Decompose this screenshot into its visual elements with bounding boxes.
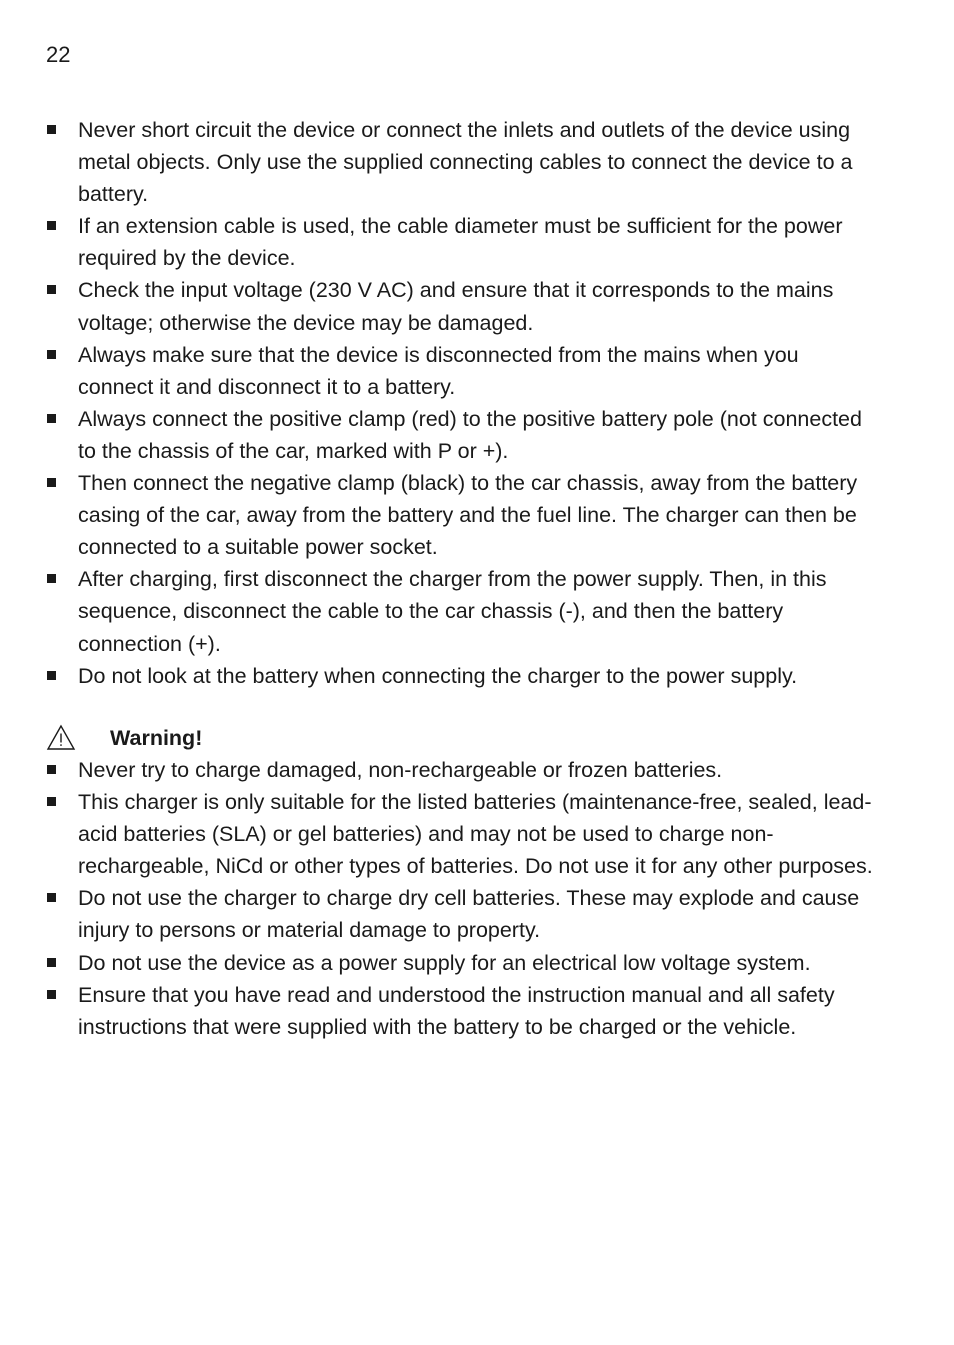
list-item — [46, 210, 876, 274]
square-bullet-icon — [47, 797, 56, 806]
list-item-text: Do not use the charger to charge dry cell batteries. These may explode and cause injury to persons or material damage to property. — [78, 886, 860, 943]
list-item — [46, 979, 876, 1043]
warning-triangle-icon — [46, 724, 78, 752]
list-item — [46, 339, 876, 403]
list-item — [46, 563, 876, 659]
list-item-text: Then connect the negative clamp (black) to the car chassis, away from the battery casing of the car, away from the battery and the fuel line. The charger can then be connected to a suitable power socket. — [78, 471, 858, 560]
list-item — [46, 882, 876, 946]
safety-instructions-list — [46, 114, 876, 692]
square-bullet-icon — [47, 990, 56, 999]
square-bullet-icon — [47, 285, 56, 294]
square-bullet-icon — [47, 350, 56, 359]
list-item-text: Always connect the positive clamp (red) to the positive battery pole (not connected to the chassis of the car, marked with P or +). — [78, 406, 862, 463]
list-item-text: Do not look at the battery when connecting the charger to the power supply. — [78, 663, 798, 688]
list-item — [46, 274, 876, 338]
square-bullet-icon — [47, 958, 56, 967]
list-item-text: Always make sure that the device is disconnected from the mains when you connect it and disconnect it to a battery. — [78, 342, 799, 399]
list-item-text: Never short circuit the device or connect the inlets and outlets of the device using metal objects. Only use the supplied connecting cables to connect the device to a battery. — [78, 118, 853, 207]
square-bullet-icon — [47, 414, 56, 423]
list-item-text: If an extension cable is used, the cable diameter must be sufficient for the power required by the device. — [78, 214, 843, 271]
square-bullet-icon — [47, 221, 56, 230]
square-bullet-icon — [47, 893, 56, 902]
square-bullet-icon — [47, 574, 56, 583]
square-bullet-icon — [47, 125, 56, 134]
list-item — [46, 403, 876, 467]
list-item — [46, 754, 876, 786]
list-item — [46, 114, 876, 210]
list-item-text: Ensure that you have read and understood the instruction manual and all safety instructions that were supplied with the battery to be charged or the vehicle. — [78, 982, 835, 1039]
list-item-text: Do not use the device as a power supply for an electrical low voltage system. — [78, 950, 811, 975]
list-item-text: After charging, first disconnect the charger from the power supply. Then, in this sequence, disconnect the cable to the car chassis (-), and then the battery connection (+). — [78, 567, 827, 656]
list-item — [46, 467, 876, 563]
list-item-text: Check the input voltage (230 V AC) and ensure that it corresponds to the mains voltage; otherwise the device may be damaged. — [78, 278, 834, 335]
list-item — [46, 660, 876, 692]
warning-title: Warning! — [110, 726, 203, 750]
square-bullet-icon — [47, 765, 56, 774]
page-number: 22 — [46, 42, 71, 67]
list-item — [46, 947, 876, 979]
square-bullet-icon — [47, 478, 56, 487]
square-bullet-icon — [47, 671, 56, 680]
list-item-text: This charger is only suitable for the listed batteries (maintenance-free, sealed, lead-acid batteries (SLA) or gel batteries) and may not be used to charge non-rechargeable, NiCd or other types of batteries. Do not use it for any other purposes. — [78, 790, 873, 879]
warning-list — [46, 754, 876, 1043]
list-item-text: Never try to charge damaged, non-rechargeable or frozen batteries. — [78, 758, 723, 782]
list-item — [46, 786, 876, 882]
warning-heading — [46, 722, 202, 754]
